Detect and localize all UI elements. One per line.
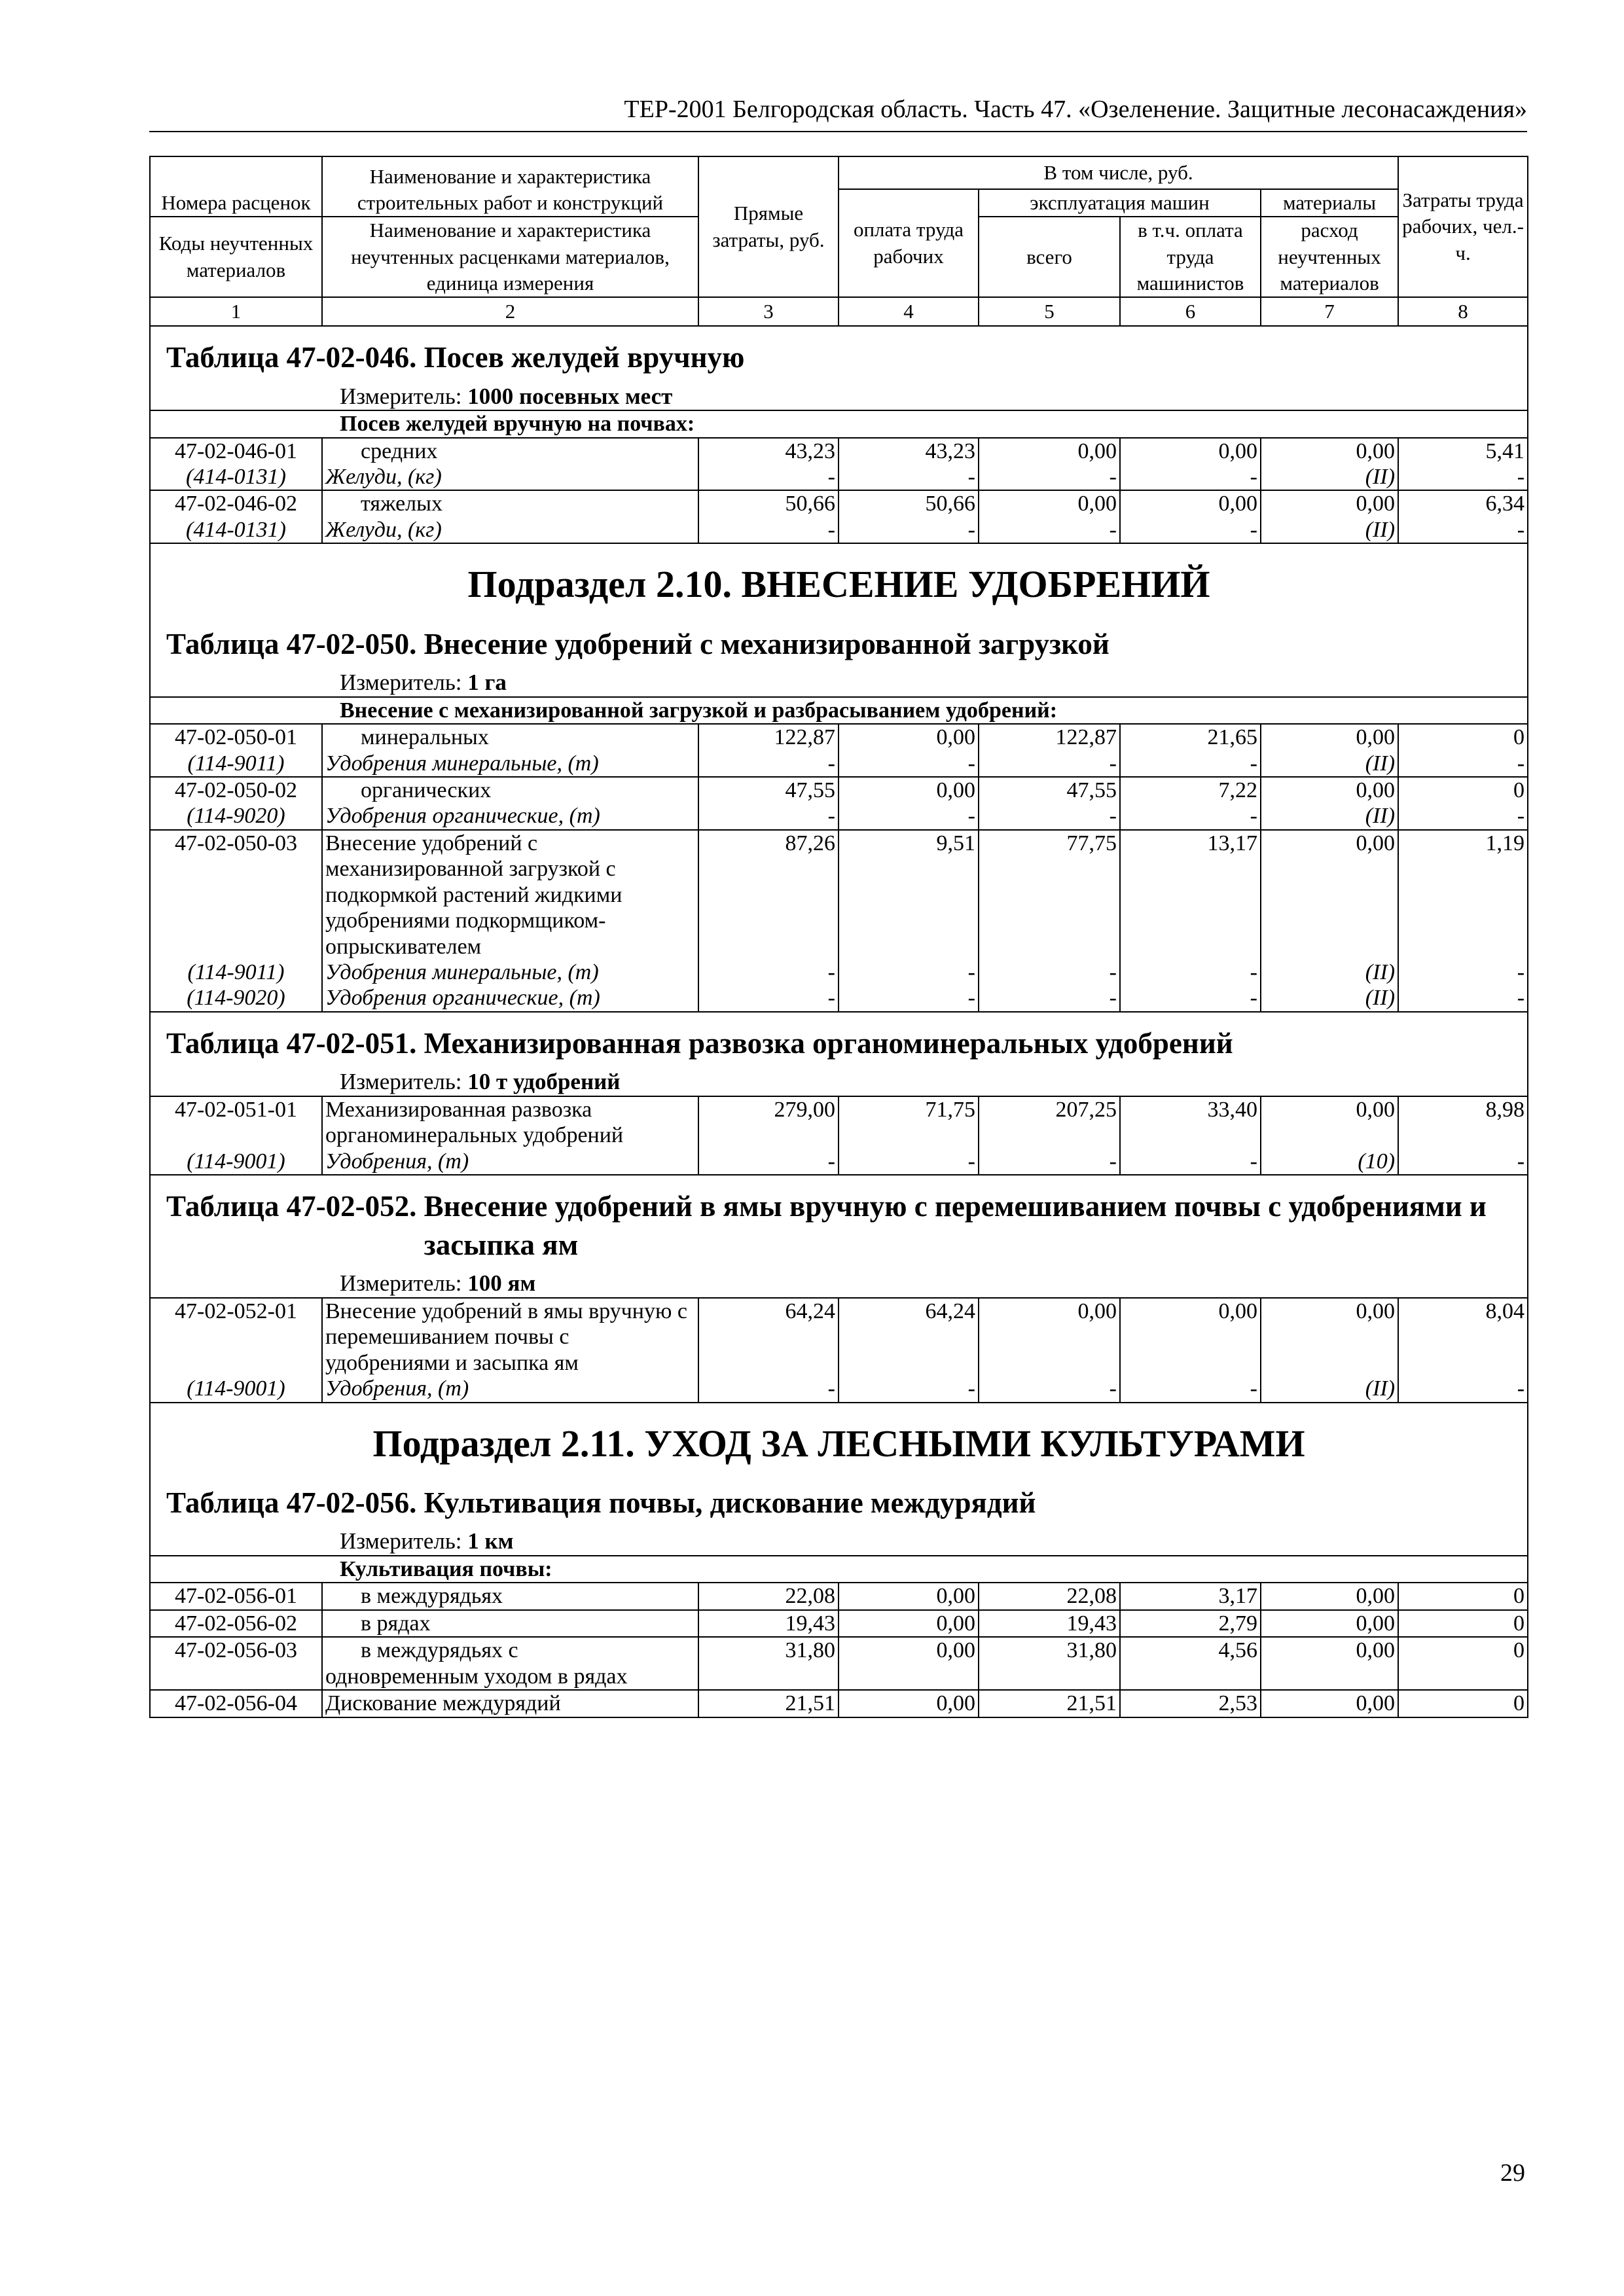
col-num-2: 2 — [322, 297, 698, 326]
table-cell: - — [698, 803, 839, 829]
table-cell: 47,55 — [698, 777, 839, 803]
table-cell: 0,00 — [839, 1583, 979, 1609]
table-cell: 47-02-056-03 — [150, 1637, 322, 1690]
table-cell: 47-02-046-02 — [150, 490, 322, 516]
th-unaccounted-description: Наименование и характеристика неучтенных расценками материалов, единица измерения — [322, 217, 698, 297]
th-rate-numbers: Номера расценок — [150, 156, 322, 217]
table-cell: Внесение удобрений с механизированной загрузкой с подкормкой растений жидкими удобрениями подкормщиком-опрыскивателем — [322, 830, 698, 960]
table-cell: 47-02-056-02 — [150, 1610, 322, 1637]
table-cell: - — [979, 803, 1120, 829]
table-cell: - — [839, 517, 979, 543]
table-cell: - — [1398, 1149, 1528, 1175]
table-cell: (114-9020) — [150, 985, 322, 1011]
table-cell: - — [698, 751, 839, 777]
table-cell: тяжелых — [322, 490, 698, 516]
measure-line: Измеритель: 10 т удобрений — [150, 1069, 1528, 1096]
table-row — [150, 777, 1528, 803]
table-cell: - — [1120, 517, 1261, 543]
table-cell: 0,00 — [1261, 1096, 1398, 1149]
table-cell: 47-02-046-01 — [150, 438, 322, 464]
table-cell: 0,00 — [839, 1637, 979, 1690]
table-cell: (II) — [1261, 464, 1398, 490]
table-cell: (II) — [1261, 803, 1398, 829]
table-cell: (II) — [1261, 960, 1398, 985]
col-num-5: 5 — [979, 297, 1120, 326]
th-worker-pay: оплата труда рабочих — [839, 189, 979, 297]
table-cell: 0 — [1398, 724, 1528, 750]
table-cell: - — [1398, 1376, 1528, 1402]
table-cell: - — [1398, 803, 1528, 829]
table-row — [150, 830, 1528, 960]
table-cell: Удобрения, (т) — [322, 1149, 698, 1175]
col-num-3: 3 — [698, 297, 839, 326]
table-cell: 22,08 — [979, 1583, 1120, 1609]
table-row — [150, 490, 1528, 516]
table-cell: - — [698, 985, 839, 1011]
table-cell: (114-9001) — [150, 1149, 322, 1175]
th-machines: эксплуатация машин — [979, 189, 1261, 217]
table-cell: Желуди, (кг) — [322, 517, 698, 543]
table-title: Таблица 47-02-052. Внесение удобрений в ямы вручную с перемешиванием почвы с удобрениями и засыпка ям — [150, 1175, 1528, 1270]
table-row — [150, 1149, 1528, 1175]
table-cell: (10) — [1261, 1149, 1398, 1175]
table-cell: 2,79 — [1120, 1610, 1261, 1637]
table-cell: 31,80 — [979, 1637, 1120, 1690]
table-cell: 122,87 — [698, 724, 839, 750]
table-cell: 47-02-050-01 — [150, 724, 322, 750]
group-heading: Культивация почвы: — [150, 1556, 1528, 1583]
table-cell: - — [698, 960, 839, 985]
table-cell: - — [979, 985, 1120, 1011]
col-num-8: 8 — [1398, 297, 1528, 326]
table-cell: (414-0131) — [150, 464, 322, 490]
table-cell: (114-9011) — [150, 751, 322, 777]
table-row — [150, 803, 1528, 829]
table-cell: органических — [322, 777, 698, 803]
table-cell: - — [979, 1149, 1120, 1175]
table-row — [150, 1583, 1528, 1609]
table-cell: - — [979, 960, 1120, 985]
table-cell: - — [839, 1376, 979, 1402]
table-cell: - — [979, 751, 1120, 777]
table-cell: 0,00 — [979, 1298, 1120, 1376]
subsection-title: Подраздел 2.11. УХОД ЗА ЛЕСНЫМИ КУЛЬТУРАМИ — [150, 1403, 1528, 1484]
table-cell: 47-02-051-01 — [150, 1096, 322, 1149]
table-cell: 0,00 — [1261, 1298, 1398, 1376]
col-num-6: 6 — [1120, 297, 1261, 326]
table-cell: - — [839, 960, 979, 985]
table-cell: - — [839, 985, 979, 1011]
table-cell: - — [1120, 751, 1261, 777]
table-title: Таблица 47-02-046. Посев желудей вручную — [150, 326, 1528, 384]
table-cell: (114-9020) — [150, 803, 322, 829]
table-row — [150, 517, 1528, 543]
table-cell: 0,00 — [1120, 438, 1261, 464]
running-header: ТЕР-2001 Белгородская область. Часть 47. «Озеленение. Защитные лесонасаждения» — [149, 97, 1527, 132]
table-cell: - — [698, 517, 839, 543]
table-cell: 13,17 — [1120, 830, 1261, 960]
col-num-1: 1 — [150, 297, 322, 326]
table-cell: 5,41 — [1398, 438, 1528, 464]
table-cell: Желуди, (кг) — [322, 464, 698, 490]
rates-table — [149, 156, 1528, 1718]
table-cell: 0,00 — [979, 438, 1120, 464]
table-cell: (414-0131) — [150, 517, 322, 543]
table-cell: - — [979, 1376, 1120, 1402]
table-cell: - — [1398, 464, 1528, 490]
measure-line: Измеритель: 100 ям — [150, 1270, 1528, 1298]
table-cell: - — [1398, 517, 1528, 543]
table-cell: 0,00 — [1120, 1298, 1261, 1376]
table-cell: 43,23 — [839, 438, 979, 464]
col-num-4: 4 — [839, 297, 979, 326]
th-labor-costs: Затраты труда рабочих, чел.-ч. — [1398, 156, 1528, 297]
table-cell: 77,75 — [979, 830, 1120, 960]
table-cell: 0,00 — [1261, 1610, 1398, 1637]
table-cell: Дискование междурядий — [322, 1690, 698, 1717]
table-row — [150, 751, 1528, 777]
table-cell: 19,43 — [979, 1610, 1120, 1637]
th-including: В том числе, руб. — [839, 156, 1398, 189]
table-cell: - — [1120, 960, 1261, 985]
table-cell: 64,24 — [698, 1298, 839, 1376]
table-cell: Удобрения органические, (т) — [322, 985, 698, 1011]
table-cell: 47-02-056-01 — [150, 1583, 322, 1609]
th-work-description: Наименование и характеристика строительных работ и конструкций — [322, 156, 698, 217]
table-cell: Удобрения минеральные, (т) — [322, 960, 698, 985]
table-cell: (II) — [1261, 985, 1398, 1011]
table-cell: 0 — [1398, 1690, 1528, 1717]
table-cell: - — [1398, 751, 1528, 777]
table-cell: 8,98 — [1398, 1096, 1528, 1149]
table-cell: 21,51 — [698, 1690, 839, 1717]
table-row: 47-02-056-03 в междурядьях с одновременным уходом в рядах 31,80 0,00 31,80 4,56 0,00 0 — [150, 1637, 1528, 1690]
table-cell: - — [1120, 803, 1261, 829]
table-cell: 0,00 — [1261, 438, 1398, 464]
table-cell: 0,00 — [1261, 1690, 1398, 1717]
table-cell: - — [1120, 985, 1261, 1011]
table-title: Таблица 47-02-051. Механизированная развозка органоминеральных удобрений — [150, 1012, 1528, 1069]
table-row — [150, 1610, 1528, 1637]
table-cell: 207,25 — [979, 1096, 1120, 1149]
table-row — [150, 985, 1528, 1011]
table-cell: 8,04 — [1398, 1298, 1528, 1376]
table-cell: - — [979, 464, 1120, 490]
table-cell: 0 — [1398, 1610, 1528, 1637]
table-cell: 22,08 — [698, 1583, 839, 1609]
table-cell: 1,19 — [1398, 830, 1528, 960]
table-cell: 21,65 — [1120, 724, 1261, 750]
th-machinists-pay: в т.ч. оплата труда машинистов — [1120, 217, 1261, 297]
table-row — [150, 1376, 1528, 1402]
table-cell: 2,53 — [1120, 1690, 1261, 1717]
table-cell: - — [1398, 985, 1528, 1011]
table-cell: 19,43 — [698, 1610, 839, 1637]
table-cell: 71,75 — [839, 1096, 979, 1149]
th-unaccounted-materials: расход неучтенных материалов — [1261, 217, 1398, 297]
table-cell: Удобрения, (т) — [322, 1376, 698, 1402]
table-cell: 0 — [1398, 777, 1528, 803]
table-cell: Удобрения органические, (т) — [322, 803, 698, 829]
table-cell: 6,34 — [1398, 490, 1528, 516]
table-cell: - — [698, 464, 839, 490]
table-cell: - — [839, 803, 979, 829]
table-row — [150, 464, 1528, 490]
table-cell: 0,00 — [1261, 830, 1398, 960]
table-cell: средних — [322, 438, 698, 464]
table-row — [150, 438, 1528, 464]
th-direct-costs: Прямые затраты, руб. — [698, 156, 839, 297]
table-cell: 279,00 — [698, 1096, 839, 1149]
table-cell: - — [1398, 960, 1528, 985]
table-cell: - — [839, 1149, 979, 1175]
measure-line: Измеритель: 1 га — [150, 670, 1528, 697]
table-title: Таблица 47-02-050. Внесение удобрений с механизированной загрузкой — [150, 625, 1528, 670]
table-cell: 33,40 — [1120, 1096, 1261, 1149]
table-cell: 0 — [1398, 1637, 1528, 1690]
table-cell: (II) — [1261, 517, 1398, 543]
table-cell: 3,17 — [1120, 1583, 1261, 1609]
table-cell: 122,87 — [979, 724, 1120, 750]
table-cell: (II) — [1261, 1376, 1398, 1402]
table-cell: - — [1120, 1149, 1261, 1175]
th-unaccounted-codes: Коды неучтенных материалов — [150, 217, 322, 297]
table-cell: 47-02-050-03 — [150, 830, 322, 960]
table-cell: 0,00 — [979, 490, 1120, 516]
table-cell: 0,00 — [839, 724, 979, 750]
table-cell: - — [979, 517, 1120, 543]
table-cell: 31,80 — [698, 1637, 839, 1690]
table-cell: 47-02-050-02 — [150, 777, 322, 803]
table-cell: Механизированная развозка органоминеральных удобрений — [322, 1096, 698, 1149]
table-cell: (114-9001) — [150, 1376, 322, 1402]
table-cell: 87,26 — [698, 830, 839, 960]
column-numbers-row — [150, 297, 1528, 326]
table-cell: 21,51 — [979, 1690, 1120, 1717]
table-cell: минеральных — [322, 724, 698, 750]
table-cell: 0,00 — [1261, 777, 1398, 803]
table-row — [150, 724, 1528, 750]
table-cell: 0,00 — [839, 777, 979, 803]
table-cell: 0,00 — [1120, 490, 1261, 516]
measure-line: Измеритель: 1 км — [150, 1528, 1528, 1556]
table-cell: - — [1120, 464, 1261, 490]
table-cell: 7,22 — [1120, 777, 1261, 803]
table-row — [150, 1298, 1528, 1376]
table-cell: 50,66 — [698, 490, 839, 516]
th-materials: материалы — [1261, 189, 1398, 217]
table-cell: - — [698, 1149, 839, 1175]
table-row — [150, 1096, 1528, 1149]
table-cell: 0,00 — [1261, 724, 1398, 750]
table-cell: 64,24 — [839, 1298, 979, 1376]
table-cell: 0 — [1398, 1583, 1528, 1609]
table-cell: Удобрения минеральные, (т) — [322, 751, 698, 777]
table-cell: - — [839, 751, 979, 777]
table-cell: 47,55 — [979, 777, 1120, 803]
table-cell: 0,00 — [1261, 1583, 1398, 1609]
measure-line: Измеритель: 1000 посевных мест — [150, 384, 1528, 411]
table-cell: (II) — [1261, 751, 1398, 777]
table-cell: в междурядьях — [322, 1583, 698, 1609]
table-cell: Внесение удобрений в ямы вручную с перемешиванием почвы с удобрениями и засыпка ям — [322, 1298, 698, 1376]
page-number: 29 — [1500, 2159, 1525, 2187]
table-cell: - — [839, 464, 979, 490]
table-cell: - — [698, 1376, 839, 1402]
table-cell: 47-02-056-04 — [150, 1690, 322, 1717]
table-row — [150, 960, 1528, 985]
table-title: Таблица 47-02-056. Культивация почвы, дискование междурядий — [150, 1484, 1528, 1529]
th-machines-total: всего — [979, 217, 1120, 297]
table-cell: 0,00 — [1261, 1637, 1398, 1690]
table-cell: в рядах — [322, 1610, 698, 1637]
table-cell: 0,00 — [839, 1610, 979, 1637]
table-cell: 47-02-052-01 — [150, 1298, 322, 1376]
table-cell: 0,00 — [839, 1690, 979, 1717]
col-num-7: 7 — [1261, 297, 1398, 326]
subsection-title: Подраздел 2.10. ВНЕСЕНИЕ УДОБРЕНИЙ — [150, 543, 1528, 624]
group-heading: Внесение с механизированной загрузкой и разбрасыванием удобрений: — [150, 697, 1528, 724]
table-cell: (114-9011) — [150, 960, 322, 985]
table-cell: 4,56 — [1120, 1637, 1261, 1690]
table-cell: 9,51 — [839, 830, 979, 960]
table-cell: 43,23 — [698, 438, 839, 464]
table-cell: 50,66 — [839, 490, 979, 516]
table-row — [150, 1690, 1528, 1717]
table-cell: - — [1120, 1376, 1261, 1402]
table-cell: 0,00 — [1261, 490, 1398, 516]
group-heading: Посев желудей вручную на почвах: — [150, 410, 1528, 437]
